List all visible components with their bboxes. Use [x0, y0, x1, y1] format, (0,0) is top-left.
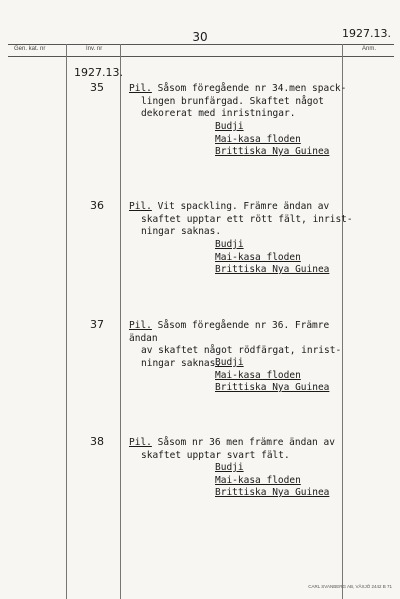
location-river: Mai-kasa floden [215, 474, 301, 486]
entry-line: dekorerat med inristningar. [141, 108, 296, 120]
location-river: Mai-kasa floden [215, 369, 301, 381]
column-divider-gen [66, 44, 67, 599]
entry-line: Såsom nr 36 men främre ändan av [157, 437, 335, 448]
inventory-number: 38 [90, 435, 104, 448]
entry-description [129, 201, 353, 239]
section-year: 1927.13. [74, 66, 123, 79]
inventory-number: 35 [90, 81, 104, 94]
location-village: Budji [215, 239, 244, 250]
entry-label: Pil. [129, 83, 152, 94]
location-river: Mai-kasa floden [215, 133, 301, 145]
column-header-anm: Anm. [362, 46, 377, 52]
column-header-inv-nr: Inv. nr [86, 46, 103, 52]
page-number: 30 [192, 30, 208, 44]
location-region: Brittiska Nya Guinea [215, 487, 330, 499]
entry-line: lingen brunfärgad. Skaftet något [141, 95, 325, 107]
entry-location [215, 121, 329, 159]
printer-note: CARL SVANBERG AB, VÄXJÖ 2442 B 71 [308, 584, 392, 589]
entry-line: Såsom föregående nr 34.men spack- [157, 83, 347, 94]
location-village: Budji [215, 121, 244, 132]
column-header-gen-kat-nr: Gen. kat. nr [14, 46, 46, 52]
entry-location [215, 462, 329, 500]
catalog-year: 1927.13. [342, 27, 391, 40]
location-region: Brittiska Nya Guinea [215, 264, 330, 276]
location-region: Brittiska Nya Guinea [215, 382, 330, 394]
entry-description [129, 83, 353, 121]
entry-line: skaftet upptar ett rött fält, inrist- [141, 213, 353, 225]
entry-location [215, 239, 329, 277]
entry-location [215, 357, 329, 395]
entry-line: Vit spackling. Främre ändan av [157, 201, 330, 212]
location-river: Mai-kasa floden [215, 251, 301, 263]
entry-line: skaftet upptar svart fält. [141, 449, 290, 461]
inventory-number: 36 [90, 199, 104, 212]
location-region: Brittiska Nya Guinea [215, 146, 330, 158]
entry-line: Såsom föregående nr 36. Främre ändan [129, 320, 330, 344]
inventory-number: 37 [90, 318, 104, 331]
entry-line: ningar saknas. [141, 357, 222, 369]
column-divider-inv [120, 44, 121, 599]
entry-label: Pil. [129, 320, 152, 331]
entry-line: av skaftet något rödfärgat, inrist- [141, 345, 342, 357]
entry-line: ningar saknas. [141, 226, 222, 238]
location-village: Budji [215, 462, 244, 473]
entry-description [129, 437, 353, 462]
entry-label: Pil. [129, 437, 152, 448]
entry-label: Pil. [129, 201, 152, 212]
location-village: Budji [215, 357, 244, 368]
